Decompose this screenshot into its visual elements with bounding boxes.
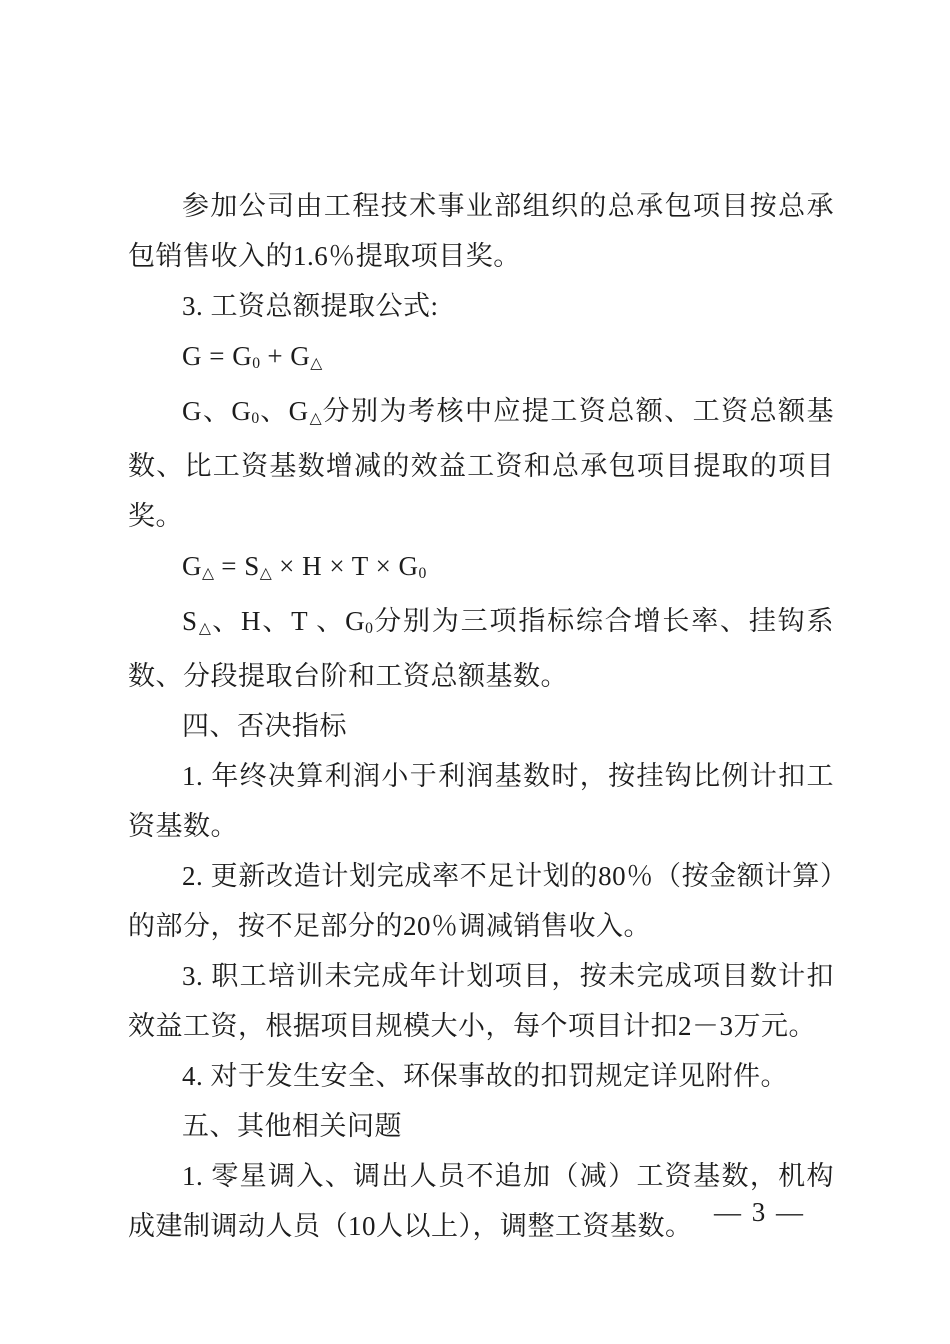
subscript: △ bbox=[197, 620, 213, 638]
para-section-5-heading: 五、其他相关问题 bbox=[182, 1111, 402, 1141]
para-veto-item-4: 4. 对于发生安全、环保事故的扣罚规定详见附件。 bbox=[182, 1061, 788, 1091]
para-formula-variables-2: S△、H、T 、G0分别为三项指标综合增长率、挂钩系数、分段提取台阶和工资总额基数。 bbox=[128, 606, 835, 691]
para-section-4-heading: 四、否决指标 bbox=[182, 711, 347, 741]
subscript: △ bbox=[308, 410, 323, 428]
para-veto-item-3: 3. 职工培训未完成年计划项目，按未完成项目数计扣效益工资，根据项目规模大小，每个项目计扣2－3万元。 bbox=[128, 961, 834, 1041]
subscript: △ bbox=[202, 565, 215, 583]
subscript: △ bbox=[310, 355, 323, 373]
page-number: — 3 — bbox=[714, 1197, 805, 1227]
subscript: 0 bbox=[252, 355, 261, 373]
subscript: 0 bbox=[418, 565, 427, 583]
subscript: 0 bbox=[365, 620, 373, 638]
para-veto-item-1: 1. 年终决算利润小于利润基数时，按挂钩比例计扣工资基数。 bbox=[128, 761, 834, 841]
para-formula-delta-wage: G△ = S△ × H × T × G0 bbox=[182, 551, 427, 583]
para-project-bonus: 参加公司由工程技术事业部组织的总承包项目按总承包销售收入的1.6％提取项目奖。 bbox=[128, 191, 834, 271]
para-formula-total-wage: G = G0 + G△ bbox=[182, 341, 323, 373]
subscript: 0 bbox=[251, 410, 260, 428]
subscript: △ bbox=[259, 565, 272, 583]
para-formula-variables-1: G、G0、G△分别为考核中应提工资总额、工资总额基数、比工资基数增减的效益工资和总承包项目提取的项目奖。 bbox=[128, 396, 835, 531]
document-body bbox=[128, 181, 834, 1251]
para-other-item-1: 1. 零星调入、调出人员不追加（减）工资基数，机构成建制调动人员（10人以上），调整工资基数。 bbox=[128, 1161, 834, 1241]
para-formula-heading: 3. 工资总额提取公式: bbox=[182, 291, 439, 321]
para-veto-item-2: 2. 更新改造计划完成率不足计划的80％（按金额计算）的部分，按不足部分的20％调减销售收入。 bbox=[128, 861, 834, 941]
